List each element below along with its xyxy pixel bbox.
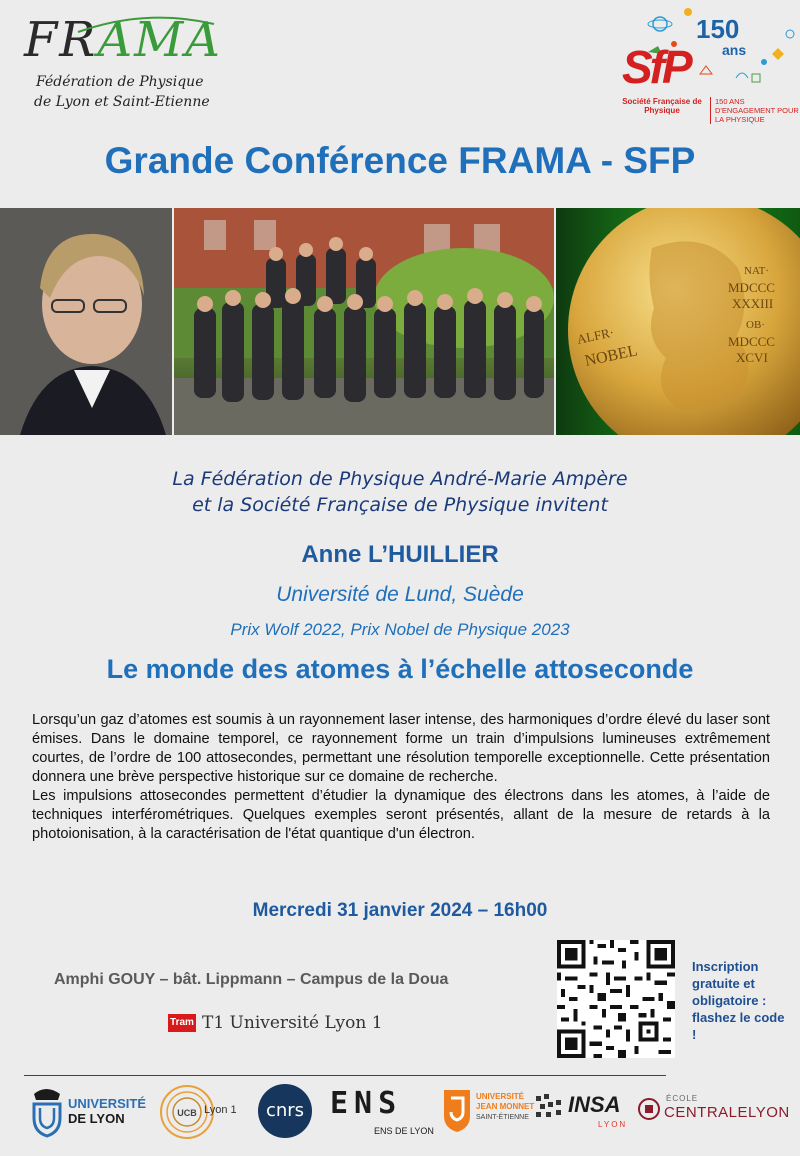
tram-line: T1 Université Lyon 1 — [202, 1013, 383, 1033]
sfp-tagline: 150 ANS D'ENGAGEMENT POUR LA PHYSIQUE — [710, 97, 800, 124]
speaker-name: Anne L’HUILLIER — [301, 541, 499, 568]
event-venue: Amphi GOUY – bât. Lippmann – Campus de la Doua — [54, 971, 449, 988]
speaker-portrait-photo — [0, 208, 172, 435]
medal-ob-year2: XCVI — [736, 350, 768, 365]
lyon1-logo — [158, 1082, 250, 1142]
insa-wordmark: INSA — [568, 1092, 621, 1117]
speaker-prizes: Prix Wolf 2022, Prix Nobel de Physique 2023 — [230, 620, 570, 639]
medal-nobel-text: NOBEL — [583, 342, 639, 370]
speaker-silhouette-icon — [0, 208, 172, 435]
universite-de-lyon-logo — [30, 1082, 154, 1142]
ens-label: ENS DE LYON — [374, 1126, 434, 1136]
insa-dots-icon — [534, 1092, 570, 1124]
invitation-line-2: et la Société Française de Physique invitent — [192, 494, 608, 516]
ens-lyon-logo — [326, 1082, 436, 1142]
udl-line1: UNIVERSITÉ — [68, 1096, 147, 1111]
medal-ob-year: MDCCC — [728, 334, 775, 349]
medal-alfr-text: ALFR· — [575, 324, 616, 347]
frama-wordmark: FRAMA — [24, 12, 222, 68]
page-title: Grande Conférence FRAMA - SFP — [104, 140, 696, 181]
ecl-big: CENTRALELYON — [664, 1104, 790, 1121]
sfp-150-logo — [600, 4, 799, 126]
sfp-mark: SfP — [622, 41, 690, 93]
lyon1-label: Lyon 1 — [204, 1104, 237, 1116]
centrale-shield-icon — [638, 1098, 660, 1120]
registration-instructions: Inscription gratuite et obligatoire : flashez le code ! — [692, 959, 785, 1042]
medal-ob-text: OB· — [746, 319, 765, 331]
sfp-150-number: 150 — [696, 14, 740, 44]
lyon1-badge-text: UCB — [177, 1108, 197, 1118]
nobel-medal-icon — [556, 208, 800, 435]
ujm-shield-icon — [442, 1088, 472, 1134]
sfp-name: Société Française de Physique — [622, 97, 702, 115]
nobel-medal-photo — [556, 208, 800, 435]
tram-badge: Tram — [168, 1014, 196, 1032]
medal-nat-year: MDCCC — [728, 280, 775, 295]
abstract-paragraph-2: Les impulsions attosecondes permettent d’étudier la dynamique des électrons dans les atomes, à l’aide de techniques interférométriques. Quelques exemples seront présentés, allant de la mesure de retards à la photoionisation, à la caractérisation de l'état quantique d'un électron. — [32, 788, 770, 842]
medal-nat-text: NAT· — [744, 265, 770, 277]
medal-nat-year2: XXXIII — [732, 296, 774, 311]
centrale-lyon-logo — [638, 1082, 790, 1142]
lion-shield-icon — [30, 1086, 64, 1138]
frama-subtitle-line2: de Lyon et Saint-Etienne — [34, 94, 210, 110]
udl-line2: DE LYON — [68, 1111, 125, 1126]
universite-jean-monnet-logo — [442, 1082, 535, 1142]
abstract — [32, 711, 770, 844]
invitation-line-1: La Fédération de Physique André-Marie Ampère — [172, 468, 628, 490]
insa-sub: LYON — [598, 1120, 628, 1129]
frama-subtitle-line1: Fédération de Physique — [36, 74, 204, 90]
ecl-small: ÉCOLE — [666, 1094, 699, 1103]
event-date: Mercredi 31 janvier 2024 – 16h00 — [252, 900, 548, 921]
research-group-photo — [174, 208, 554, 435]
ujm-line3: SAINT-ÉTIENNE — [476, 1114, 529, 1121]
insa-lyon-logo — [534, 1082, 634, 1142]
registration-qr-code[interactable] — [557, 940, 675, 1058]
sfp-ans-label: ans — [722, 42, 747, 58]
ujm-line1: UNIVERSITÉ — [476, 1092, 525, 1101]
ujm-line2: JEAN MONNET — [476, 1102, 535, 1111]
cnrs-logo — [258, 1082, 314, 1142]
footer-divider — [24, 1075, 666, 1076]
frama-logo — [24, 12, 224, 122]
speaker-affiliation: Université de Lund, Suède — [276, 583, 524, 606]
abstract-paragraph-1: Lorsqu’un gaz d’atomes est soumis à un rayonnement laser intense, des harmoniques d’ordre élevé du laser sont émises. Dans le domaine temporel, ce rayonnement forme un train d’impulsions lumineuses extrêmement courtes, de l’ordre de 100 attosecondes, permettant une résolution temporelle exceptionnelle. Cette présentation donnera une brève perspective historique sur ce domaine de recherche. — [32, 712, 770, 785]
group-people-icon — [174, 208, 554, 435]
ens-mark: ENS — [330, 1086, 403, 1121]
talk-title: Le monde des atomes à l’échelle attoseconde — [106, 654, 694, 684]
frama-swoosh-icon — [76, 14, 216, 36]
cnrs-wordmark: cnrs — [258, 1084, 312, 1138]
